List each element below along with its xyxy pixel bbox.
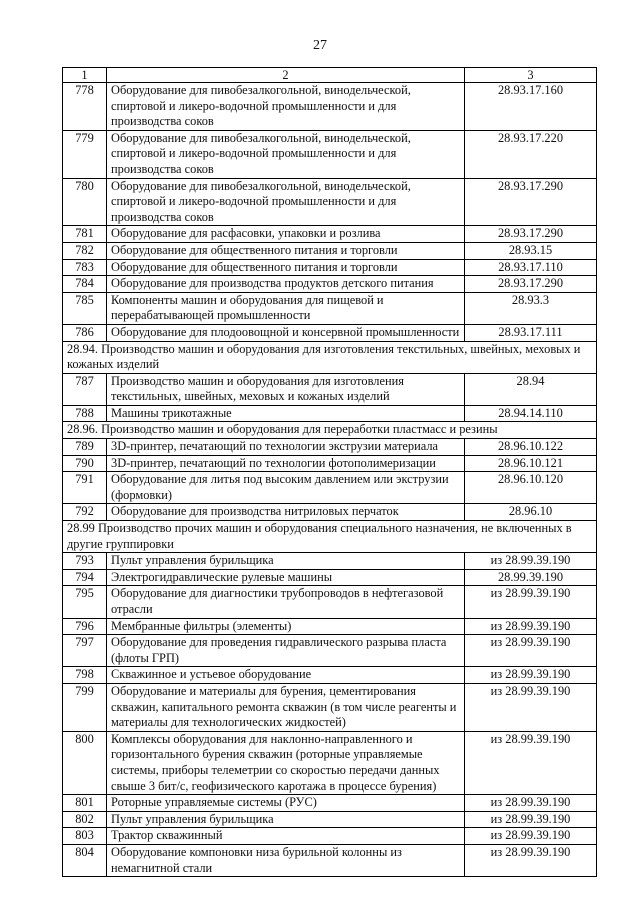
okpd2-code: из 28.99.39.190	[465, 844, 597, 876]
equipment-name: 3D-принтер, печатающий по технологии экструзии материала	[107, 439, 465, 456]
header-row	[63, 68, 597, 83]
equipment-name: Трактор скважинный	[107, 828, 465, 845]
row-number: 803	[63, 828, 107, 845]
row-number: 778	[63, 83, 107, 131]
okpd2-code: из 28.99.39.190	[465, 811, 597, 828]
equipment-name: Производство машин и оборудования для изготовления текстильных, швейных, меховых и кожаных изделий	[107, 373, 465, 405]
okpd2-code: из 28.99.39.190	[465, 828, 597, 845]
okpd2-code: из 28.99.39.190	[465, 683, 597, 731]
okpd2-code: 28.93.17.220	[465, 130, 597, 178]
okpd2-code: 28.93.17.110	[465, 259, 597, 276]
row-number: 783	[63, 259, 107, 276]
okpd2-code: 28.93.17.290	[465, 276, 597, 293]
okpd2-code: 28.93.15	[465, 242, 597, 259]
okpd2-code: 28.96.10.120	[465, 472, 597, 504]
table-row	[63, 130, 597, 178]
row-number: 793	[63, 553, 107, 570]
table-row	[63, 504, 597, 521]
header-col-3: 3	[465, 68, 597, 83]
row-number: 784	[63, 276, 107, 293]
equipment-name: Скважинное и устьевое оборудование	[107, 667, 465, 684]
okpd2-code: из 28.99.39.190	[465, 731, 597, 794]
row-number: 802	[63, 811, 107, 828]
row-number: 786	[63, 324, 107, 341]
equipment-name: Оборудование для пивобезалкогольной, винодельческой, спиртовой и ликеро-водочной промышленности и для производства соков	[107, 83, 465, 131]
okpd2-code: 28.93.17.290	[465, 226, 597, 243]
table-row	[63, 373, 597, 405]
row-number: 790	[63, 455, 107, 472]
equipment-name: Машины трикотажные	[107, 405, 465, 422]
okpd2-code: 28.94.14.110	[465, 405, 597, 422]
equipment-name: 3D-принтер, печатающий по технологии фотополимеризации	[107, 455, 465, 472]
equipment-name: Оборудование для общественного питания и торговли	[107, 259, 465, 276]
table-row	[63, 683, 597, 731]
equipment-name: Оборудование для общественного питания и торговли	[107, 242, 465, 259]
okpd2-code: 28.99.39.190	[465, 569, 597, 586]
row-number: 794	[63, 569, 107, 586]
table-row	[63, 324, 597, 341]
row-number: 780	[63, 178, 107, 226]
table-row	[63, 439, 597, 456]
equipment-name: Оборудование для производства продуктов детского питания	[107, 276, 465, 293]
table-row	[63, 811, 597, 828]
okpd2-code: из 28.99.39.190	[465, 586, 597, 618]
section-heading-row	[63, 521, 597, 553]
okpd2-code: 28.96.10.122	[465, 439, 597, 456]
equipment-name: Оборудование для расфасовки, упаковки и розлива	[107, 226, 465, 243]
equipment-name: Оборудование для литья под высоким давлением или экструзии (формовки)	[107, 472, 465, 504]
row-number: 789	[63, 439, 107, 456]
equipment-name: Оборудование и материалы для бурения, цементирования скважин, капитального ремонта скважин (в том числе реагенты и материалы для технологических жидкостей)	[107, 683, 465, 731]
table-row	[63, 83, 597, 131]
equipment-table	[62, 67, 597, 877]
okpd2-code: 28.96.10.121	[465, 455, 597, 472]
row-number: 800	[63, 731, 107, 794]
table-row	[63, 178, 597, 226]
table-row	[63, 731, 597, 794]
table-row	[63, 472, 597, 504]
equipment-name: Оборудование для пивобезалкогольной, винодельческой, спиртовой и ликеро-водочной промышленности и для производства соков	[107, 130, 465, 178]
row-number: 801	[63, 795, 107, 812]
row-number: 798	[63, 667, 107, 684]
equipment-name: Комплексы оборудования для наклонно-направленного и горизонтального бурения скважин (роторные управляемые системы, приборы телеметрии со скоростью передачи данных свыше 3 бит/с, геофизического каротажа в процессе бурения)	[107, 731, 465, 794]
header-col-1: 1	[63, 68, 107, 83]
okpd2-code: 28.93.17.290	[465, 178, 597, 226]
equipment-name: Оборудование для плодоовощной и консервной промышленности	[107, 324, 465, 341]
row-number: 788	[63, 405, 107, 422]
page-number: 27	[313, 38, 327, 53]
equipment-name: Оборудование для пивобезалкогольной, винодельческой, спиртовой и ликеро-водочной промышленности и для производства соков	[107, 178, 465, 226]
okpd2-code: 28.94	[465, 373, 597, 405]
row-number: 781	[63, 226, 107, 243]
table-row	[63, 667, 597, 684]
row-number: 787	[63, 373, 107, 405]
table-row	[63, 586, 597, 618]
row-number: 782	[63, 242, 107, 259]
row-number: 796	[63, 618, 107, 635]
table-row	[63, 828, 597, 845]
row-number: 804	[63, 844, 107, 876]
okpd2-code: 28.93.17.111	[465, 324, 597, 341]
row-number: 795	[63, 586, 107, 618]
section-heading-row	[63, 341, 597, 373]
section-heading: 28.99 Производство прочих машин и оборудования специального назначения, не включенных в другие группировки	[63, 521, 597, 553]
equipment-name: Роторные управляемые системы (РУС)	[107, 795, 465, 812]
row-number: 785	[63, 292, 107, 324]
equipment-name: Электрогидравлические рулевые машины	[107, 569, 465, 586]
table-row	[63, 569, 597, 586]
table-row	[63, 795, 597, 812]
table-row	[63, 553, 597, 570]
equipment-name: Оборудование компоновки низа бурильной колонны из немагнитной стали	[107, 844, 465, 876]
row-number: 799	[63, 683, 107, 731]
table-row	[63, 405, 597, 422]
section-heading-row	[63, 422, 597, 439]
section-heading: 28.96. Производство машин и оборудования для переработки пластмасс и резины	[63, 422, 597, 439]
table-row	[63, 635, 597, 667]
table-row	[63, 242, 597, 259]
equipment-name: Пульт управления бурильщика	[107, 553, 465, 570]
okpd2-code: из 28.99.39.190	[465, 553, 597, 570]
okpd2-code: 28.93.17.160	[465, 83, 597, 131]
header-col-2: 2	[107, 68, 465, 83]
equipment-name: Пульт управления бурильщика	[107, 811, 465, 828]
equipment-name: Оборудование для производства нитриловых перчаток	[107, 504, 465, 521]
table-row	[63, 455, 597, 472]
table-row	[63, 259, 597, 276]
table-row	[63, 844, 597, 876]
table-row	[63, 292, 597, 324]
okpd2-code: 28.96.10	[465, 504, 597, 521]
equipment-name: Оборудование для проведения гидравлического разрыва пласта (флоты ГРП)	[107, 635, 465, 667]
okpd2-code: из 28.99.39.190	[465, 635, 597, 667]
table-row	[63, 618, 597, 635]
table-row	[63, 276, 597, 293]
row-number: 791	[63, 472, 107, 504]
equipment-name: Оборудование для диагностики трубопроводов в нефтегазовой отрасли	[107, 586, 465, 618]
row-number: 779	[63, 130, 107, 178]
table-row	[63, 226, 597, 243]
okpd2-code: 28.93.3	[465, 292, 597, 324]
equipment-name: Компоненты машин и оборудования для пищевой и перерабатывающей промышленности	[107, 292, 465, 324]
equipment-name: Мембранные фильтры (элементы)	[107, 618, 465, 635]
okpd2-code: из 28.99.39.190	[465, 667, 597, 684]
row-number: 792	[63, 504, 107, 521]
okpd2-code: из 28.99.39.190	[465, 618, 597, 635]
section-heading: 28.94. Производство машин и оборудования для изготовления текстильных, швейных, меховых и кожаных изделий	[63, 341, 597, 373]
row-number: 797	[63, 635, 107, 667]
okpd2-code: из 28.99.39.190	[465, 795, 597, 812]
